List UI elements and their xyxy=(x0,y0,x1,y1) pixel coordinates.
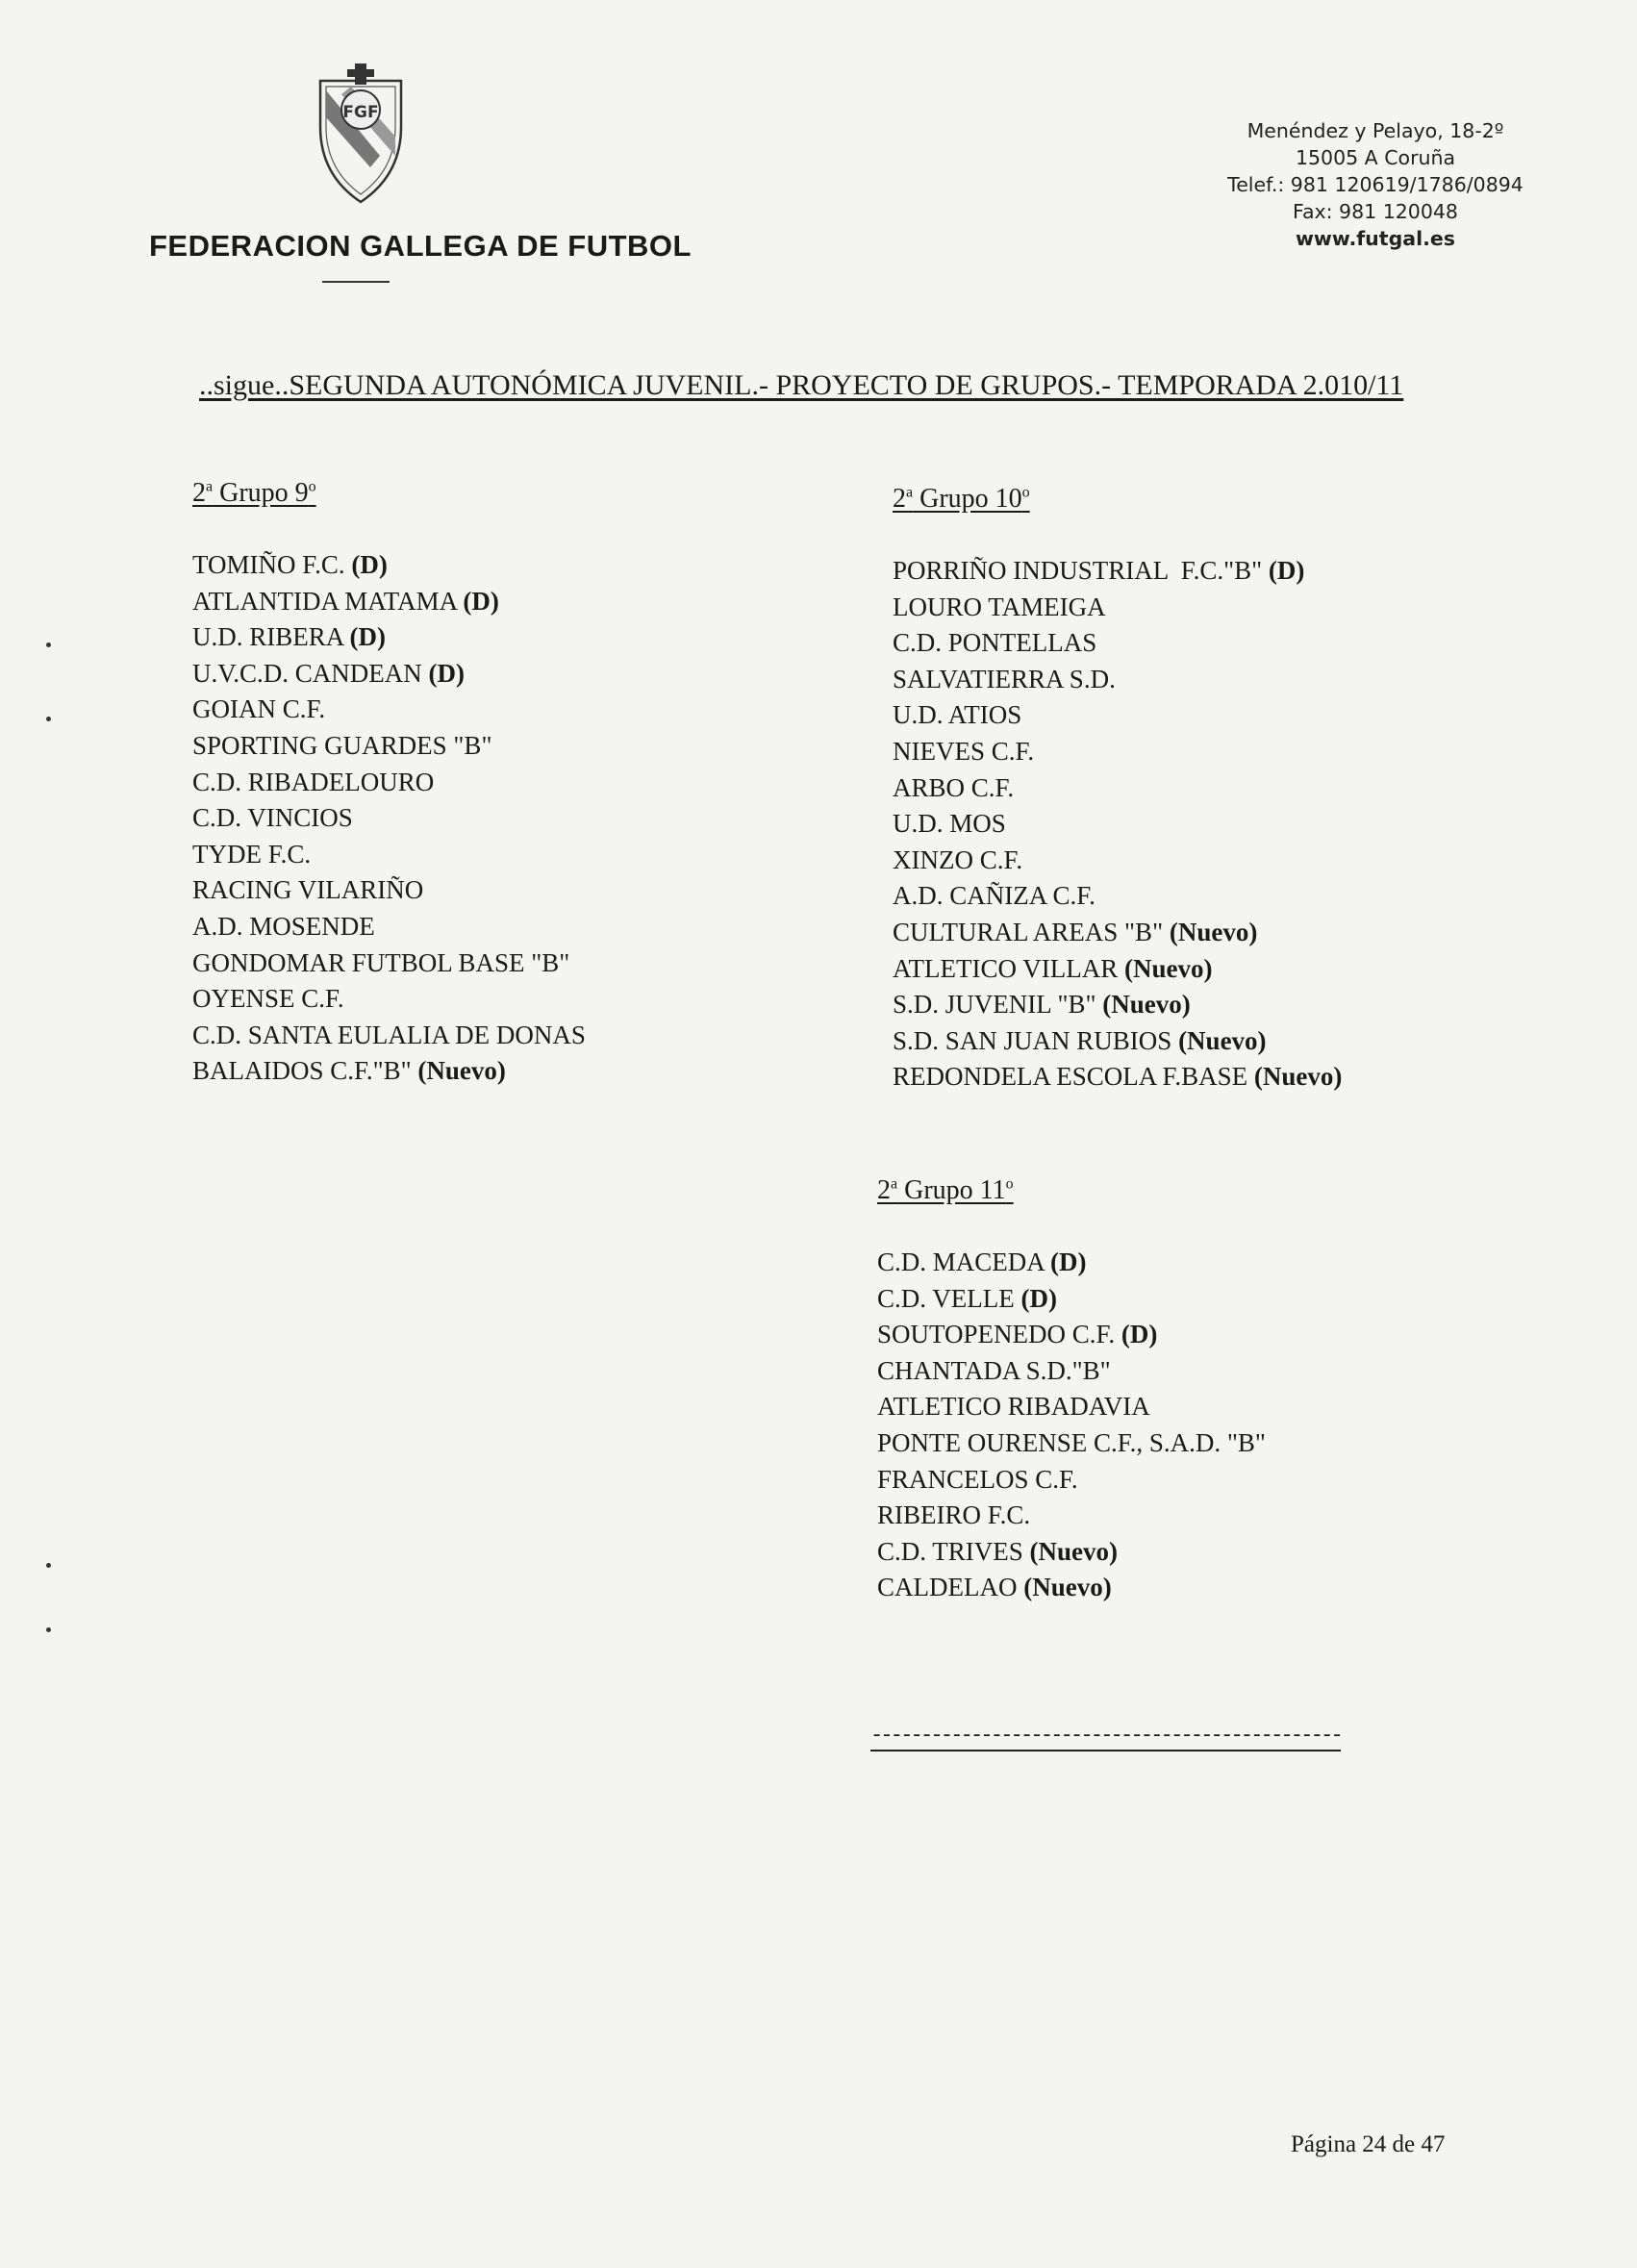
heading-prefix-sup: a xyxy=(906,484,914,501)
document-title: ..sigue..SEGUNDA AUTONÓMICA JUVENIL.- PROYECTO DE GRUPOS.- TEMPORADA 2.010/11 xyxy=(199,369,1404,401)
team-row xyxy=(893,843,1342,879)
team-row xyxy=(192,765,586,801)
team-name: A.D. CAÑIZA C.F. xyxy=(893,881,1096,911)
scan-speck xyxy=(46,1563,51,1568)
team-status-tag: (D) xyxy=(1050,1247,1087,1276)
team-row xyxy=(893,987,1342,1023)
team-row xyxy=(192,656,586,693)
heading-label-sup: o xyxy=(308,478,316,495)
team-row xyxy=(877,1281,1266,1318)
team-row xyxy=(893,770,1342,807)
team-name: C.D. VELLE xyxy=(877,1283,1021,1313)
team-row xyxy=(877,1353,1266,1390)
end-separator: ----------------------------------------------- xyxy=(870,1724,1341,1751)
team-name: U.V.C.D. CANDEAN xyxy=(192,658,429,688)
team-row xyxy=(877,1462,1266,1499)
team-row xyxy=(192,1053,586,1090)
team-status-tag: (Nuevo) xyxy=(1023,1573,1112,1602)
team-row xyxy=(893,1059,1342,1096)
team-name: ATLETICO RIBADAVIA xyxy=(877,1392,1150,1422)
team-row xyxy=(877,1389,1266,1425)
team-row xyxy=(192,1018,586,1054)
heading-label-sup: o xyxy=(1021,484,1030,501)
team-row xyxy=(893,553,1342,590)
team-status-tag: (Nuevo) xyxy=(1123,953,1213,983)
group-9 xyxy=(192,478,586,1090)
team-name: C.D. MACEDA xyxy=(877,1247,1051,1276)
team-row xyxy=(893,915,1342,951)
team-name: GONDOMAR FUTBOL BASE "B" xyxy=(192,947,570,977)
team-status-tag: (D) xyxy=(1121,1320,1158,1349)
team-name: NIEVES C.F. xyxy=(893,736,1035,766)
address-street: Menéndez y Pelayo, 18-2º xyxy=(1247,119,1504,142)
team-status-tag: (D) xyxy=(463,586,499,616)
heading-label: Grupo 10 xyxy=(913,484,1022,514)
heading-prefix: 2 xyxy=(893,484,906,514)
team-row xyxy=(877,1425,1266,1462)
team-row xyxy=(893,697,1342,734)
team-name: GOIAN C.F. xyxy=(192,694,326,724)
team-row xyxy=(192,800,586,837)
team-row xyxy=(877,1498,1266,1534)
team-status-tag: (D) xyxy=(351,550,388,579)
team-name: SALVATIERRA S.D. xyxy=(893,664,1116,693)
team-name: ATLANTIDA MATAMA xyxy=(192,586,464,616)
team-name: PONTE OURENSE C.F., S.A.D. "B" xyxy=(877,1427,1266,1457)
contact-block xyxy=(1202,117,1549,252)
team-row xyxy=(192,547,586,584)
scan-speck xyxy=(46,717,51,721)
heading-label-sup: o xyxy=(1005,1175,1014,1193)
team-name: XINZO C.F. xyxy=(893,844,1023,874)
team-status-tag: (Nuevo) xyxy=(417,1056,506,1086)
team-name: LOURO TAMEIGA xyxy=(893,592,1106,621)
team-name: BALAIDOS C.F."B" xyxy=(192,1056,418,1086)
team-name: RACING VILARIÑO xyxy=(192,875,424,905)
team-status-tag: (D) xyxy=(349,622,387,652)
team-row xyxy=(192,837,586,873)
team-row xyxy=(893,625,1342,662)
team-name: U.D. RIBERA xyxy=(192,622,350,652)
team-name: C.D. SANTA EULALIA DE DONAS xyxy=(192,1020,586,1049)
team-name: U.D. ATIOS xyxy=(893,700,1022,730)
team-status-tag: (D) xyxy=(428,658,466,688)
team-row xyxy=(877,1317,1266,1353)
heading-prefix: 2 xyxy=(877,1175,891,1205)
team-status-tag: (Nuevo) xyxy=(1178,1025,1267,1055)
team-name: PORRIÑO INDUSTRIAL F.C."B" xyxy=(893,556,1269,585)
federation-shield-logo xyxy=(313,60,409,204)
team-row xyxy=(192,945,586,982)
team-row xyxy=(893,806,1342,843)
team-status-tag: (D) xyxy=(1020,1283,1057,1313)
team-row xyxy=(893,878,1342,915)
organization-name: FEDERACION GALLEGA DE FUTBOL xyxy=(149,229,692,263)
team-name: CHANTADA S.D."B" xyxy=(877,1355,1111,1385)
team-name: RIBEIRO F.C. xyxy=(877,1500,1031,1530)
team-name: OYENSE C.F. xyxy=(192,984,344,1014)
heading-prefix-sup: a xyxy=(891,1175,898,1193)
team-row xyxy=(192,909,586,945)
organization-underline xyxy=(322,281,390,283)
team-name: SOUTOPENEDO C.F. xyxy=(877,1320,1121,1349)
team-list xyxy=(192,547,586,1090)
team-list xyxy=(893,553,1342,1096)
heading-label: Grupo 11 xyxy=(897,1175,1006,1205)
team-row xyxy=(893,1023,1342,1060)
team-row xyxy=(192,692,586,728)
team-name: C.D. RIBADELOURO xyxy=(192,767,435,796)
team-row xyxy=(893,734,1342,770)
team-name: CALDELAO xyxy=(877,1573,1024,1602)
group-10 xyxy=(893,484,1342,1096)
team-name: S.D. SAN JUAN RUBIOS xyxy=(893,1025,1179,1055)
team-row xyxy=(893,662,1342,698)
team-status-tag: (D) xyxy=(1268,556,1305,585)
team-name: S.D. JUVENIL "B" xyxy=(893,990,1103,1020)
team-name: U.D. MOS xyxy=(893,809,1006,839)
group-heading xyxy=(192,478,586,509)
team-name: C.D. VINCIOS xyxy=(192,803,353,833)
group-11 xyxy=(877,1175,1266,1606)
group-heading xyxy=(877,1175,1266,1206)
team-name: SPORTING GUARDES "B" xyxy=(192,730,492,760)
team-status-tag: (Nuevo) xyxy=(1029,1536,1119,1566)
team-row xyxy=(192,872,586,909)
address-city: 15005 A Coruña xyxy=(1295,146,1456,169)
team-row xyxy=(192,584,586,620)
heading-prefix-sup: a xyxy=(206,478,214,495)
phone-numbers: Telef.: 981 120619/1786/0894 xyxy=(1227,173,1524,196)
team-name: A.D. MOSENDE xyxy=(192,911,375,941)
logo-monogram: FGF xyxy=(342,103,379,122)
team-list xyxy=(877,1245,1266,1606)
heading-label: Grupo 9 xyxy=(213,478,309,508)
fax-number: Fax: 981 120048 xyxy=(1293,200,1458,223)
team-row xyxy=(893,951,1342,988)
scan-speck xyxy=(46,643,51,647)
team-name: CULTURAL AREAS "B" xyxy=(893,917,1170,946)
team-name: ARBO C.F. xyxy=(893,772,1015,802)
team-name: C.D. TRIVES xyxy=(877,1536,1030,1566)
scan-speck xyxy=(46,1627,51,1632)
team-name: TYDE F.C. xyxy=(192,839,312,869)
group-heading xyxy=(893,484,1342,515)
team-row xyxy=(192,619,586,656)
team-status-tag: (Nuevo) xyxy=(1169,917,1258,946)
website-link[interactable]: www.futgal.es xyxy=(1295,227,1456,250)
team-row xyxy=(877,1570,1266,1606)
heading-prefix: 2 xyxy=(192,478,206,508)
team-row xyxy=(877,1245,1266,1281)
team-name: ATLETICO VILLAR xyxy=(893,953,1124,983)
team-name: C.D. PONTELLAS xyxy=(893,628,1097,658)
team-status-tag: (Nuevo) xyxy=(1253,1062,1343,1092)
team-row xyxy=(877,1534,1266,1571)
page-number: Página 24 de 47 xyxy=(1291,2131,1446,2157)
team-name: FRANCELOS C.F. xyxy=(877,1464,1078,1494)
team-name: REDONDELA ESCOLA F.BASE xyxy=(893,1062,1254,1092)
team-row xyxy=(192,728,586,765)
team-row xyxy=(192,981,586,1018)
team-status-tag: (Nuevo) xyxy=(1102,990,1191,1020)
team-row xyxy=(893,590,1342,626)
team-name: TOMIÑO F.C. xyxy=(192,550,352,579)
